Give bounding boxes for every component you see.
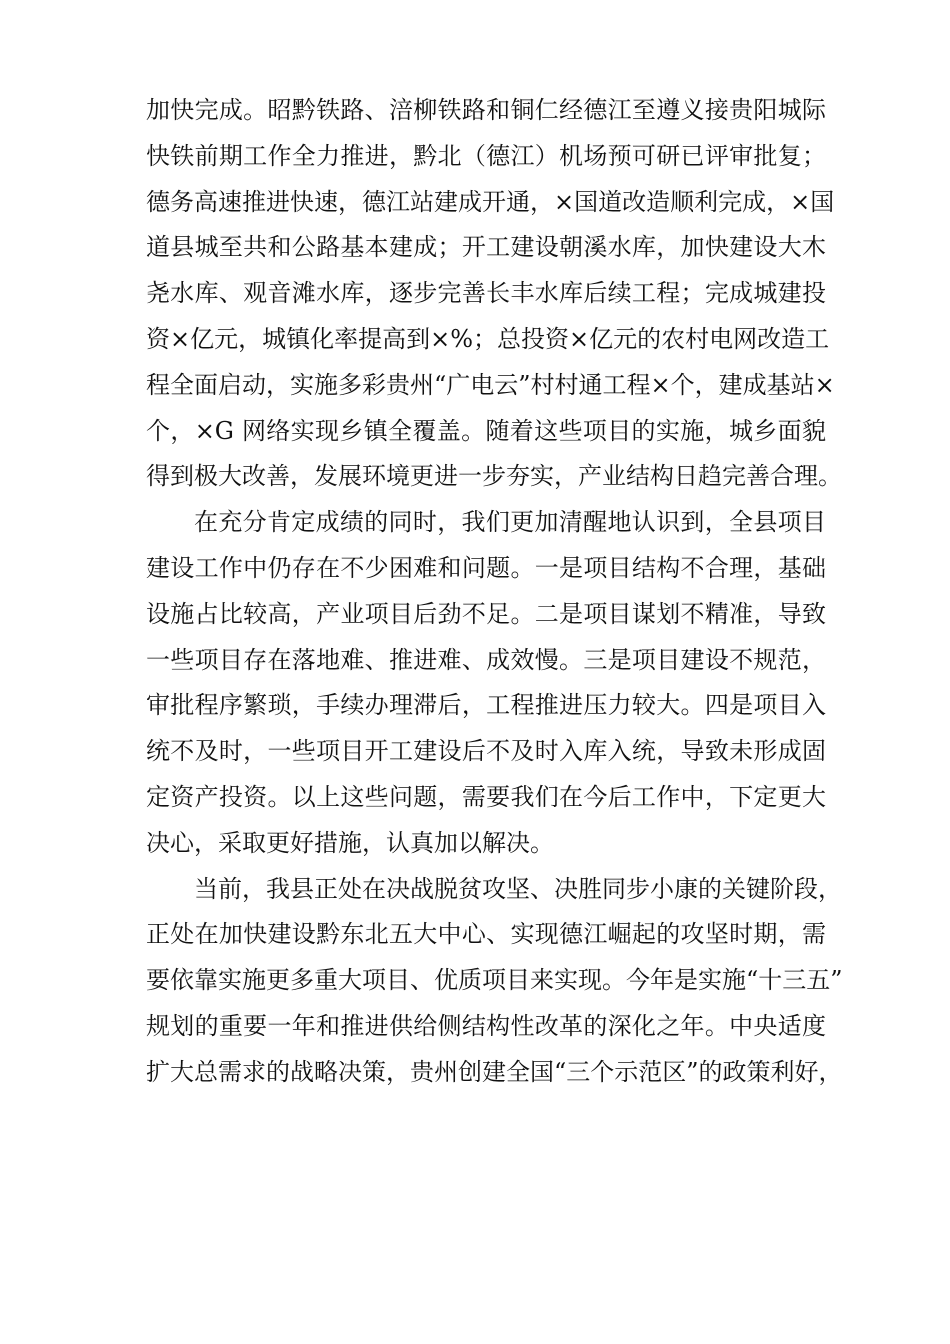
text-line-5: 尧水库、观音滩水库，逐步完善长丰水库后续工程；完成城建投 (146, 279, 826, 308)
text-line-19: 正处在加快建设黔东北五大中心、实现德江崛起的攻坚时期，需 (146, 920, 826, 949)
text-line-2: 快铁前期工作全力推进，黔北（德江）机场预可研已评审批复； (146, 141, 826, 170)
text-line-6: 资×亿元，城镇化率提高到×%；总投资×亿元的农村电网改造工 (146, 324, 830, 353)
text-line-9: 得到极大改善，发展环境更进一步夯实，产业结构日趋完善合理。 (146, 462, 842, 491)
text-line-18: 当前，我县正处在决战脱贫攻坚、决胜同步小康的关键阶段， (194, 874, 842, 903)
text-line-15: 统不及时，一些项目开工建设后不及时入库入统，导致未形成固 (146, 737, 826, 766)
text-line-7: 程全面启动，实施多彩贵州“广电云”村村通工程×个，建成基站× (146, 370, 835, 399)
text-line-22: 扩大总需求的战略决策，贵州创建全国“三个示范区”的政策利好， (146, 1057, 843, 1086)
document-body (146, 88, 843, 1096)
text-line-16: 定资产投资。以上这些问题，需要我们在今后工作中，下定更大 (146, 782, 826, 811)
text-line-12: 设施占比较高，产业项目后劲不足。二是项目谋划不精准，导致 (146, 599, 826, 628)
text-line-3: 德务高速推进快速，德江站建成开通，×国道改造顺利完成，×国 (146, 187, 835, 216)
text-line-1: 加快完成。昭黔铁路、涪柳铁路和铜仁经德江至遵义接贵阳城际 (146, 96, 826, 124)
text-line-4: 道县城至共和公路基本建成；开工建设朝溪水库，加快建设大木 (146, 233, 826, 262)
text-line-14: 审批程序繁琐，手续办理滞后，工程推进压力较大。四是项目入 (146, 691, 826, 720)
text-line-20: 要依靠实施更多重大项目、优质项目来实现。今年是实施“十三五” (146, 966, 843, 995)
text-line-8: 个，×G 网络实现乡镇全覆盖。随着这些项目的实施，城乡面貌 (146, 416, 826, 445)
text-line-11: 建设工作中仍存在不少困难和问题。一是项目结构不合理，基础 (146, 553, 826, 582)
text-line-17: 决心，采取更好措施，认真加以解决。 (146, 828, 554, 857)
text-line-21: 规划的重要一年和推进供给侧结构性改革的深化之年。中央适度 (146, 1011, 826, 1040)
text-line-13: 一些项目存在落地难、推进难、成效慢。三是项目建设不规范， (146, 645, 826, 674)
text-line-10: 在充分肯定成绩的同时，我们更加清醒地认识到，全县项目 (194, 508, 826, 537)
